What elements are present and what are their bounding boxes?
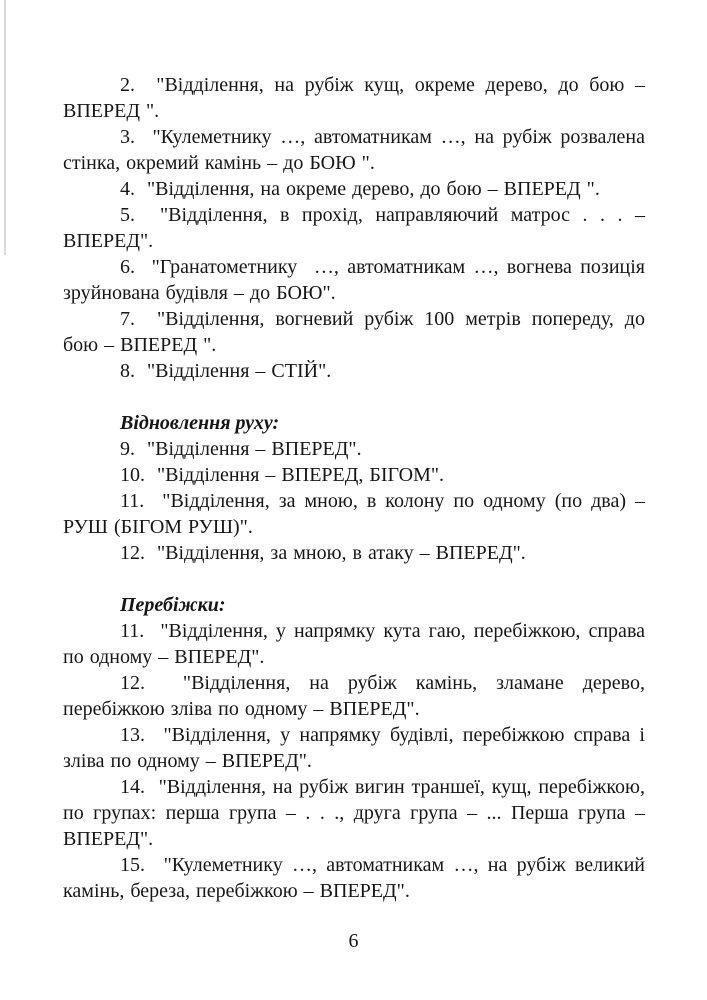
- list-item: 14. "Відділення, на рубіж вигин траншеї, кущ, перебіжкою, по групах: перша група – . . ., друга група – ... Перша група – ВПЕРЕД".: [63, 776, 645, 850]
- section-heading-resumption-of-movement: Відновлення руху:: [120, 412, 280, 434]
- list-item: 12. "Відділення, на рубіж камінь, зламане дерево, перебіжкою зліва по одному – ВПЕРЕД".: [63, 672, 645, 720]
- list-item: 2. "Відділення, на рубіж кущ, окреме дерево, до бою – ВПЕРЕД ".: [63, 74, 645, 122]
- scan-artifact-line: [4, 0, 6, 255]
- list-item: 11. "Відділення, за мною, в колону по одному (по два) – РУШ (БІГОМ РУШ)".: [63, 490, 645, 538]
- list-item: 4. "Відділення, на окреме дерево, до бою – ВПЕРЕД ".: [120, 178, 600, 200]
- list-item: 6. "Гранатометнику …, автоматникам …, вогнева позиція зруйнована будівля – до БОЮ".: [63, 256, 645, 304]
- page-content: [63, 72, 645, 904]
- list-item: 9. "Відділення – ВПЕРЕД".: [120, 438, 362, 460]
- list-item: 5. "Відділення, в прохід, направляючий матрос . . . – ВПЕРЕД".: [63, 204, 645, 252]
- section-heading-rushes: Перебіжки:: [120, 594, 226, 616]
- page-number: 6: [348, 930, 359, 952]
- list-item: 3. "Кулеметнику …, автоматникам …, на рубіж розвалена стінка, окремий камінь – до БОЮ ".: [63, 126, 645, 174]
- list-item: 10. "Відділення – ВПЕРЕД, БІГОМ".: [120, 464, 445, 486]
- list-item: 7. "Відділення, вогневий рубіж 100 метрів попереду, до бою – ВПЕРЕД ".: [63, 308, 645, 356]
- list-item: 13. "Відділення, у напрямку будівлі, перебіжкою справа і зліва по одному – ВПЕРЕД".: [63, 724, 645, 772]
- list-item: 15. "Кулеметнику …, автоматникам …, на рубіж великий камінь, береза, перебіжкою – ВПЕРЕД".: [63, 854, 645, 902]
- list-item: 11. "Відділення, у напрямку кута гаю, перебіжкою, справа по одному – ВПЕРЕД".: [63, 620, 645, 668]
- list-item: 8. "Відділення – СТІЙ".: [120, 360, 332, 382]
- list-item: 12. "Відділення, за мною, в атаку – ВПЕРЕД".: [120, 542, 526, 564]
